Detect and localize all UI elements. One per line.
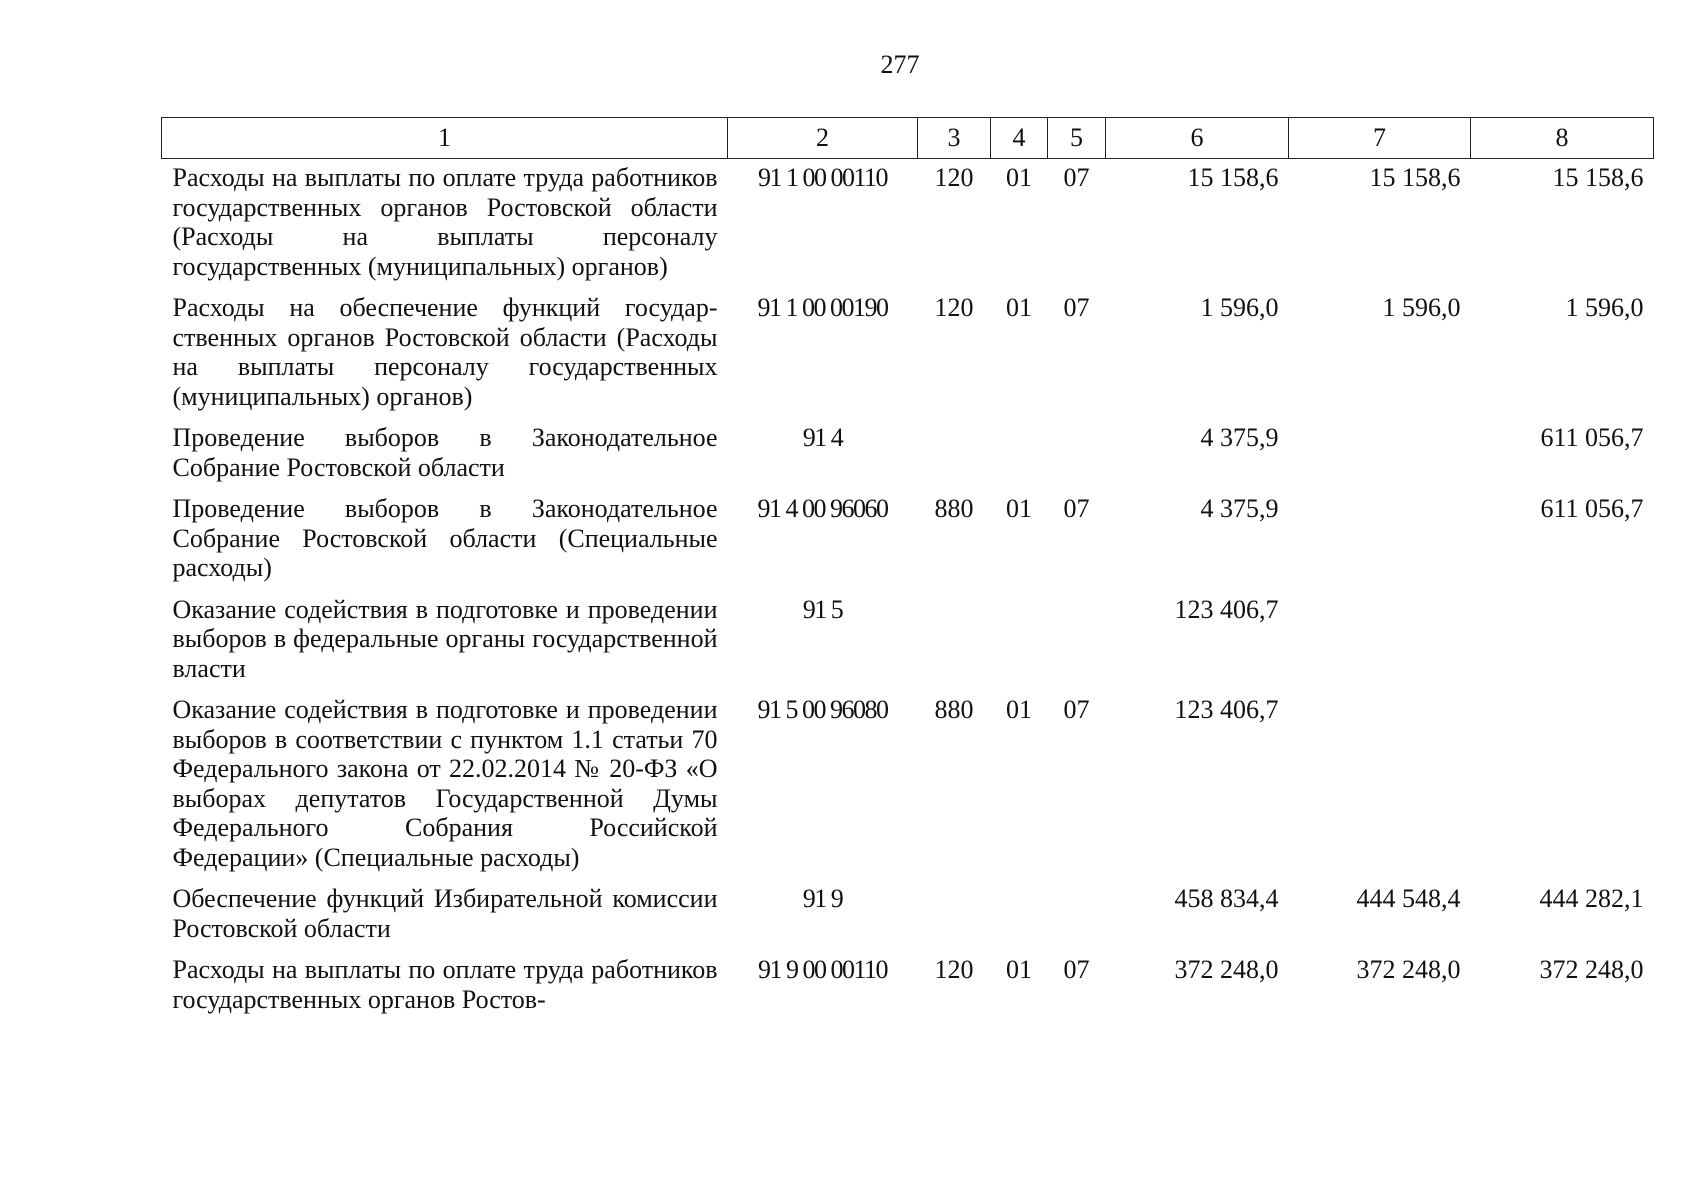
row-value-7: 372 248,0 — [1356, 955, 1461, 984]
row-expense-type: 120 — [934, 293, 974, 322]
row-value-6: 123 406,7 — [1174, 695, 1279, 724]
row-value-6: 123 406,7 — [1174, 594, 1279, 624]
row-value-6: 372 248,0 — [1174, 955, 1279, 984]
row-expense-type — [918, 591, 991, 692]
column-header: 7 — [1289, 118, 1471, 159]
row-expense-type — [918, 880, 991, 951]
page-number: 277 — [880, 50, 920, 79]
row-subsection — [1048, 591, 1106, 692]
table-row — [162, 289, 1654, 419]
row-value-8: 611 056,7 — [1540, 423, 1644, 452]
table-header-row — [162, 118, 1654, 159]
row-section: 01 — [1006, 293, 1032, 322]
row-expense-type: 120 — [934, 955, 974, 984]
row-subsection — [1048, 880, 1106, 951]
row-name: Расходы на выплаты по оплате труда работников государственных органов Ростов- — [172, 955, 718, 1014]
row-name: Оказание содействия в подготовке и проведении выборов в соответствии с пунктом 1.1 статьи 70 Федерального закона от 22.02.2014 № 20-ФЗ «О выборах депутатов Государственной Думы Федерального Собрания Российской Федерации» (Специальные расходы) — [172, 695, 718, 872]
row-target-code: 91 5 — [802, 594, 843, 624]
row-subsection: 07 — [1063, 955, 1090, 984]
row-value-8: 372 248,0 — [1539, 955, 1644, 984]
table-row — [162, 490, 1654, 591]
row-section: 01 — [1006, 163, 1032, 192]
row-name: Проведение выборов в Законодательное Собрание Ростовской области (Специальные расходы) — [172, 494, 718, 582]
column-header: 4 — [991, 118, 1048, 159]
column-header: 1 — [162, 118, 728, 159]
row-value-7 — [1289, 490, 1471, 591]
row-value-6: 458 834,4 — [1174, 884, 1279, 913]
row-section — [991, 419, 1048, 490]
row-name: Оказание содействия в подготовке и проведении выборов в федеральные органы государственной власти — [172, 594, 718, 683]
row-target-code: 91 9 — [802, 884, 843, 913]
budget-table — [161, 117, 1654, 1022]
row-subsection: 07 — [1063, 163, 1090, 192]
row-value-6: 4 375,9 — [1200, 494, 1279, 523]
row-target-code: 91 1 00 00110 — [757, 163, 888, 192]
table-row — [162, 691, 1654, 880]
row-value-7: 15 158,6 — [1369, 163, 1461, 192]
table-row — [162, 591, 1654, 692]
column-header: 2 — [728, 118, 918, 159]
row-target-code: 91 5 00 96080 — [757, 695, 888, 724]
row-value-7: 444 548,4 — [1356, 884, 1461, 913]
row-value-7 — [1289, 591, 1471, 692]
table-row — [162, 419, 1654, 490]
row-value-8: 444 282,1 — [1539, 884, 1644, 913]
table-row — [162, 159, 1654, 290]
row-expense-type: 880 — [934, 695, 974, 724]
row-value-8 — [1471, 591, 1654, 692]
table-row — [162, 880, 1654, 951]
column-header: 3 — [918, 118, 991, 159]
row-value-7 — [1289, 419, 1471, 490]
row-value-7: 1 596,0 — [1382, 293, 1461, 322]
row-value-8: 15 158,6 — [1552, 163, 1644, 192]
column-header: 6 — [1106, 118, 1289, 159]
row-value-6: 1 596,0 — [1200, 293, 1279, 322]
row-subsection — [1048, 419, 1106, 490]
row-expense-type: 120 — [934, 163, 974, 192]
row-name: Обеспечение функций Избирательной комиссии Ростовской области — [172, 884, 718, 943]
column-header: 5 — [1048, 118, 1106, 159]
row-value-7 — [1289, 691, 1471, 880]
row-target-code: 91 1 00 00190 — [757, 293, 888, 322]
row-value-8: 1 596,0 — [1565, 293, 1644, 322]
row-section — [991, 880, 1048, 951]
row-name: Расходы на выплаты по оплате труда работников государственных органов Ростовской области (Расходы на выплаты персоналу государственных (муниципальных) органов) — [172, 163, 718, 281]
row-value-6: 4 375,9 — [1200, 423, 1279, 452]
row-value-8: 611 056,7 — [1540, 494, 1644, 523]
row-target-code: 91 4 00 96060 — [757, 494, 888, 523]
row-section — [991, 591, 1048, 692]
table-row — [162, 951, 1654, 1022]
row-subsection: 07 — [1063, 293, 1090, 322]
row-expense-type: 880 — [934, 494, 974, 523]
row-expense-type — [918, 419, 991, 490]
row-section: 01 — [1006, 494, 1032, 523]
row-value-8 — [1471, 691, 1654, 880]
row-target-code: 91 4 — [802, 423, 843, 452]
column-header: 8 — [1471, 118, 1654, 159]
row-subsection: 07 — [1063, 494, 1090, 523]
row-value-6: 15 158,6 — [1187, 163, 1279, 192]
row-section: 01 — [1006, 695, 1032, 724]
row-section: 01 — [1006, 955, 1032, 984]
row-name: Расходы на обеспечение функций государственных органов Ростовской области (Расходы на выплаты персоналу государственных (муниципальных) органов) — [172, 293, 718, 411]
row-subsection: 07 — [1063, 695, 1090, 724]
row-target-code: 91 9 00 00110 — [757, 955, 888, 984]
row-name: Проведение выборов в Законодательное Собрание Ростовской области — [172, 423, 718, 482]
